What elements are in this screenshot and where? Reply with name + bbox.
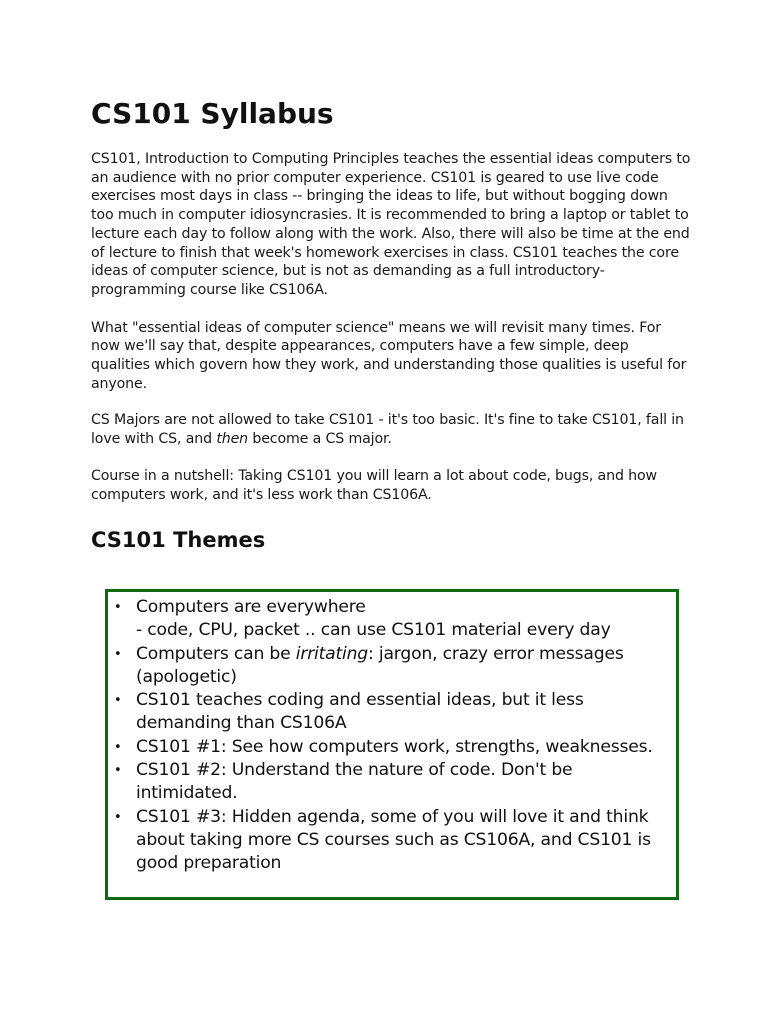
bullet-icon: •: [114, 809, 122, 825]
theme-item-text: CS101 #3: Hidden agenda, some of you will love it and think about taking more CS courses such as CS106A, and CS101 is good preparation: [136, 806, 651, 874]
theme-item: [108, 596, 676, 643]
syllabus-document: [91, 96, 691, 554]
theme-item-text: Computers can be: [136, 643, 296, 664]
paragraph-3-text-start: CS Majors are not allowed to take CS101 - it's too basic. It's fine to take CS101, fall in love with CS, and: [91, 412, 684, 448]
page-title: CS101 Syllabus: [91, 97, 334, 130]
theme-item-subtext: - code, CPU, packet .. can use CS101 material every day: [136, 620, 611, 641]
intro-paragraph-4: Course in a nutshell: Taking CS101 you will learn a lot about code, bugs, and how computers work, and it's less work than CS106A.: [91, 467, 657, 503]
themes-box: [105, 589, 679, 900]
intro-paragraph-1: CS101, Introduction to Computing Principles teaches the essential ideas computers to an audience with no prior computer experience. CS101 is geared to use live code exercises most days in class -- bringing the ideas to life, but without bogging down too much in computer idiosyncrasies. It is recommended to bring a laptop or tablet to lecture each day to follow along with the work. Also, there will also be time at the end of lecture to finish that week's homework exercises in class. CS101 teaches the core ideas of computer science, but is not as demanding as a full introductory-programming course like CS106A.: [91, 151, 691, 298]
theme-item: [108, 643, 676, 690]
bullet-icon: •: [114, 693, 122, 709]
theme-item-text: Computers are everywhere: [136, 597, 366, 617]
theme-item: [108, 759, 676, 806]
intro-paragraph-2: What "essential ideas of computer science" means we will revisit many times. For now we'll say that, despite appearances, computers have a few simple, deep qualities which govern how they work, and understanding those qualities is useful for anyone.: [91, 319, 687, 392]
bullet-icon: •: [114, 600, 122, 615]
theme-item: [108, 689, 676, 736]
bullet-icon: •: [114, 739, 122, 755]
bullet-icon: •: [114, 646, 122, 662]
theme-item: [108, 806, 676, 876]
theme-item: [108, 736, 676, 759]
theme-item-text: CS101 teaches coding and essential ideas, but it less demanding than CS106A: [136, 690, 584, 734]
themes-list: [108, 592, 676, 876]
theme-item-text: CS101 #1: See how computers work, strengths, weaknesses.: [136, 736, 653, 757]
paragraph-3-text-end: become a CS major.: [248, 431, 392, 448]
intro-paragraph-3: [91, 411, 691, 448]
bullet-icon: •: [114, 763, 122, 779]
theme-item-text: CS101 #2: Understand the nature of code. Don't be intimidated.: [136, 760, 573, 804]
theme-item-emphasis: irritating: [295, 643, 369, 664]
paragraph-3-emphasis: then: [216, 431, 248, 448]
themes-heading: CS101 Themes: [91, 528, 266, 553]
theme-item-text-end: : jargon, crazy error messages (apologetic): [136, 643, 624, 687]
